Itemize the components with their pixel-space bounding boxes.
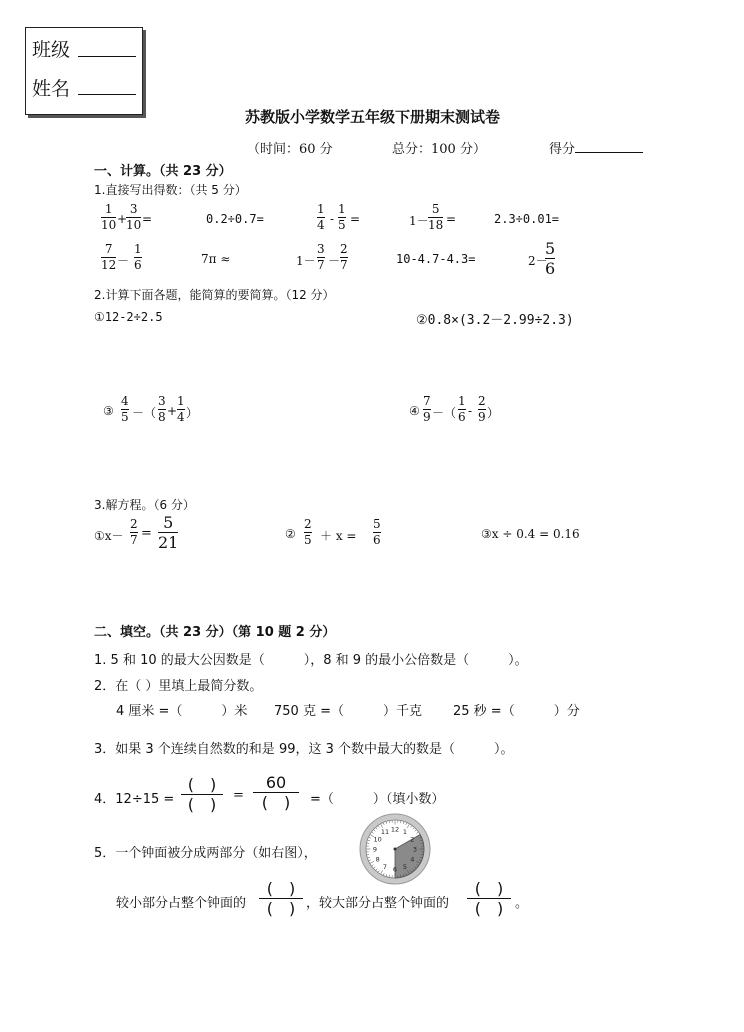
q1h-pre: 1－ bbox=[296, 254, 316, 268]
clock-number: 3 bbox=[412, 845, 418, 854]
q1h-frac1: 3 7 bbox=[317, 242, 325, 272]
clock-figure bbox=[358, 812, 432, 886]
q1h-frac2: 2 7 bbox=[340, 242, 348, 272]
clock-center bbox=[394, 848, 397, 851]
q1f-frac1: 7 12 bbox=[101, 242, 117, 272]
s2-q5-title: 5．一个钟面被分成两部分（如右图）， bbox=[94, 846, 317, 861]
s2-q5-text-c: 。 bbox=[515, 896, 529, 911]
s2-q5-frac1[interactable]: ( ) ( ) bbox=[259, 880, 303, 917]
s2-q2-title: 2．在（ ）里填上最简分数。 bbox=[94, 679, 263, 694]
q1d-frac: 5 18 bbox=[428, 202, 444, 232]
clock-number: 10 bbox=[373, 835, 382, 844]
q1h-op: － bbox=[328, 254, 341, 268]
q1g: 7π ≈ bbox=[201, 252, 231, 266]
time-info: （时间：60 分 bbox=[247, 142, 333, 157]
s2-q5-frac2[interactable]: ( ) ( ) bbox=[467, 880, 511, 917]
section1-title: 一、计算。（共 23 分） bbox=[94, 164, 232, 179]
clock-number: 5 bbox=[402, 862, 408, 871]
q1-title: 1.直接写出得数：（共 5 分） bbox=[94, 183, 247, 197]
page-title: 苏教版小学数学五年级下册期末测试卷 bbox=[245, 108, 501, 126]
q3a-eq: = bbox=[141, 526, 152, 541]
q1c-op: - bbox=[330, 212, 335, 226]
name-label: 姓名 bbox=[32, 78, 71, 100]
q2d-frac1: 7 9 bbox=[423, 394, 431, 424]
s2-q2-item1: 4 厘米 =（ ）米 bbox=[116, 704, 248, 719]
q2c-op: + bbox=[167, 404, 178, 418]
q1a-eq: = bbox=[142, 212, 153, 226]
q1i: 10-4.7-4.3= bbox=[396, 252, 476, 266]
q2a: ①12-2÷2.5 bbox=[94, 310, 163, 324]
clock-number: 8 bbox=[375, 855, 380, 864]
q1e: 2.3÷0.01= bbox=[494, 212, 560, 226]
clock-number: 1 bbox=[402, 828, 408, 837]
q2b: ②0.8×(3.2－2.99÷2.3) bbox=[416, 313, 574, 328]
q2c-frac2: 3 8 bbox=[158, 394, 166, 424]
q1f-frac2: 1 6 bbox=[134, 242, 142, 272]
score-field[interactable] bbox=[549, 138, 643, 157]
q2d-frac3: 2 9 bbox=[478, 394, 486, 424]
class-label: 班级 bbox=[32, 39, 71, 61]
s2-q4-eq: = bbox=[233, 788, 244, 803]
s2-q2-item2: 750 克 =（ ）千克 bbox=[274, 704, 422, 719]
s2-q4-post: =（ ）（填小数） bbox=[310, 792, 445, 807]
s2-q4-frac1[interactable]: ( ) ( ) bbox=[181, 776, 223, 813]
s2-q4-pre: 4．12÷15 = bbox=[94, 792, 175, 807]
q1j-frac: 5 6 bbox=[545, 239, 556, 278]
q1j-pre: 2－ bbox=[528, 254, 548, 268]
q2d-mid: －（ bbox=[432, 406, 457, 420]
q3a-pre: ①x－ bbox=[94, 529, 124, 543]
s2-q1: 1. 5 和 10 的最大公因数是（ ），8 和 9 的最小公倍数是（ ）。 bbox=[94, 653, 528, 668]
class-name-box bbox=[25, 27, 143, 115]
class-blank[interactable] bbox=[78, 56, 136, 57]
q2d-post: ） bbox=[487, 406, 500, 420]
q1a-frac1: 1 10 bbox=[101, 202, 117, 232]
q2c-mid: －（ bbox=[132, 406, 157, 420]
q1c-frac1: 1 4 bbox=[317, 202, 325, 232]
q2d-frac2: 1 6 bbox=[458, 394, 466, 424]
q1a-op: + bbox=[117, 212, 128, 226]
name-blank[interactable] bbox=[78, 94, 136, 95]
clock-number: 12 bbox=[390, 825, 400, 834]
q2d-pre: ④ bbox=[409, 404, 420, 418]
q3b-pre: ② bbox=[285, 527, 296, 541]
q1c-eq: = bbox=[350, 212, 361, 226]
total-score-info: 总分：100 分） bbox=[392, 142, 486, 157]
clock-number: 7 bbox=[382, 862, 388, 871]
q1a-frac2: 3 10 bbox=[126, 202, 142, 232]
s2-q5-text-a: 较小部分占整个钟面的 bbox=[116, 896, 247, 911]
q3a-frac1: 2 7 bbox=[130, 517, 138, 547]
q3b-mid: ＋ x = bbox=[320, 529, 357, 543]
score-label: 得分 bbox=[549, 142, 576, 157]
q1c-frac2: 1 5 bbox=[338, 202, 346, 232]
q3-title: 3.解方程。（6 分） bbox=[94, 498, 195, 512]
s2-q2-item3: 25 秒 =（ ）分 bbox=[453, 704, 580, 719]
s2-q5-text-b: ，较大部分占整个钟面的 bbox=[306, 896, 450, 911]
clock-number: 4 bbox=[410, 855, 415, 864]
clock-number: 11 bbox=[380, 828, 390, 837]
q3b-frac1: 2 5 bbox=[304, 517, 312, 547]
clock-number: 6 bbox=[392, 865, 398, 874]
q3c: ③x ÷ 0.4 = 0.16 bbox=[481, 527, 580, 541]
score-blank bbox=[575, 140, 643, 153]
q2c-frac3: 1 4 bbox=[177, 394, 185, 424]
q2-title: 2.计算下面各题，能简算的要简算。（12 分） bbox=[94, 288, 335, 302]
q3b-frac2: 5 6 bbox=[373, 517, 381, 547]
q1f-op: － bbox=[117, 254, 130, 268]
section2-title: 二、填空。（共 23 分）（第 10 题 2 分） bbox=[94, 625, 336, 640]
q2d-op: - bbox=[468, 404, 473, 418]
s2-q3: 3．如果 3 个连续自然数的和是 99，这 3 个数中最大的数是（ ）。 bbox=[94, 742, 514, 757]
q3a-frac2: 5 21 bbox=[158, 513, 179, 552]
s2-q4-frac2[interactable]: 60 ( ) bbox=[253, 774, 299, 811]
q2c-frac1: 4 5 bbox=[121, 394, 129, 424]
q1b: 0.2÷0.7= bbox=[206, 212, 264, 226]
q1d-pre: 1－ bbox=[409, 214, 429, 228]
q2c-post: ） bbox=[186, 406, 199, 420]
clock-number: 9 bbox=[372, 845, 378, 854]
q1d-eq: = bbox=[446, 212, 457, 226]
clock-number: 2 bbox=[410, 835, 415, 844]
q2c-pre: ③ bbox=[103, 404, 114, 418]
